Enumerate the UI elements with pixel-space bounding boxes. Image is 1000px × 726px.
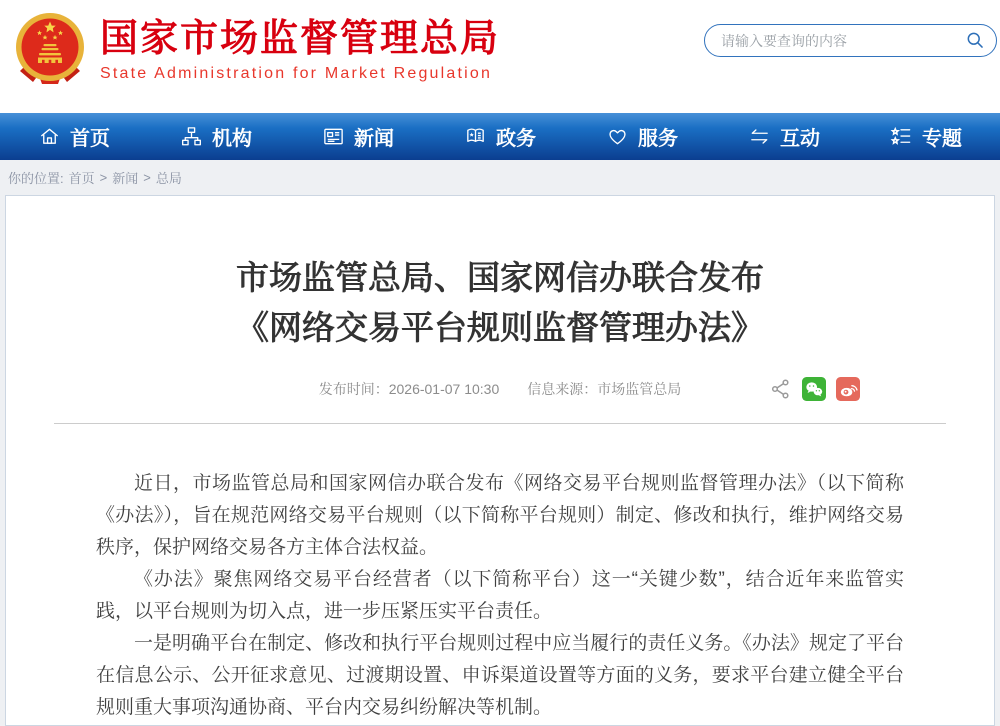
wechat-icon[interactable] <box>802 377 826 401</box>
search-box <box>704 24 997 57</box>
search-input[interactable] <box>719 32 965 50</box>
breadcrumb-item-bureau[interactable]: 总局 <box>155 171 182 186</box>
nav-item-services[interactable] <box>606 122 678 151</box>
star-list-icon <box>890 125 913 148</box>
breadcrumb-separator: > <box>143 170 151 185</box>
weibo-icon[interactable] <box>836 377 860 401</box>
nav-item-label: 互动 <box>780 128 820 150</box>
article-paragraph: 《办法》聚焦网络交易平台经营者（以下简称平台）这一“关键少数”，结合近年来监管实践，以平台规则为切入点，进一步压紧压实平台责任。 <box>96 569 904 622</box>
heart-icon <box>606 125 629 148</box>
exchange-arrows-icon <box>748 125 771 148</box>
certificate-icon <box>464 125 487 148</box>
article-title-line2: 《网络交易平台规则监督管理办法》 <box>236 309 764 346</box>
breadcrumb-prefix: 你的位置: <box>8 171 64 186</box>
share-icon[interactable] <box>770 377 792 401</box>
china-national-emblem-icon <box>12 11 88 91</box>
article-paragraph: 近日，市场监管总局和国家网信办联合发布《网络交易平台规则监督管理办法》（以下简称《办法》），旨在规范网络交易平台规则（以下简称平台规则）制定、修改和执行，维护网络交易秩序，保护网络交易各方主体合法权益。 <box>96 473 904 558</box>
article-title <box>54 253 946 353</box>
nav-item-topics[interactable] <box>890 122 962 151</box>
site-subtitle: State Administration for Market Regulation <box>100 65 493 82</box>
nav-item-gov-affairs[interactable] <box>464 122 536 151</box>
nav-item-home[interactable] <box>38 122 110 151</box>
publish-time <box>319 379 500 399</box>
article-title-line1: 市场监管总局、国家网信办联合发布 <box>236 259 764 296</box>
breadcrumb-item-home[interactable]: 首页 <box>68 171 95 186</box>
nav-item-label: 专题 <box>922 128 962 150</box>
sitemap-icon <box>180 125 203 148</box>
article-body <box>96 468 904 724</box>
publish-time-value: 2026-01-07 10:30 <box>388 381 500 397</box>
newspaper-icon <box>322 125 345 148</box>
nav-item-label: 服务 <box>638 128 678 150</box>
main-nav <box>0 113 1000 160</box>
nav-item-interaction[interactable] <box>748 122 820 151</box>
nav-item-news[interactable] <box>322 122 394 151</box>
article-meta-row <box>54 375 946 403</box>
article-paragraph: 一是明确平台在制定、修改和执行平台规则过程中应当履行的责任义务。《办法》规定了平台在信息公示、公开征求意见、过渡期设置、申诉渠道设置等方面的义务，要求平台建立健全平台规则重大事项沟通协商、平台内交易纠纷解决等机制。 <box>96 633 904 718</box>
info-source-value: 市场监管总局 <box>597 381 682 397</box>
nav-item-label: 首页 <box>70 128 110 150</box>
share-group <box>770 377 860 401</box>
breadcrumb-item-news[interactable]: 新闻 <box>112 171 139 186</box>
site-title: 国家市场监督管理总局 <box>100 18 501 60</box>
search-button[interactable] <box>965 30 986 51</box>
site-header <box>0 0 1000 113</box>
search-icon <box>965 30 986 51</box>
nav-item-orgs[interactable] <box>180 122 252 151</box>
breadcrumb-separator: > <box>99 170 108 185</box>
nav-item-label: 政务 <box>496 128 536 150</box>
meta-divider <box>54 423 946 424</box>
info-source <box>527 379 681 399</box>
nav-item-label: 机构 <box>212 128 252 150</box>
info-source-label: 信息来源： <box>527 381 598 397</box>
article-card <box>5 195 995 726</box>
publish-time-label: 发布时间： <box>318 381 389 397</box>
site-brand-link[interactable] <box>12 11 500 91</box>
breadcrumb <box>0 160 1000 195</box>
home-icon <box>38 125 61 148</box>
nav-item-label: 新闻 <box>354 128 394 150</box>
